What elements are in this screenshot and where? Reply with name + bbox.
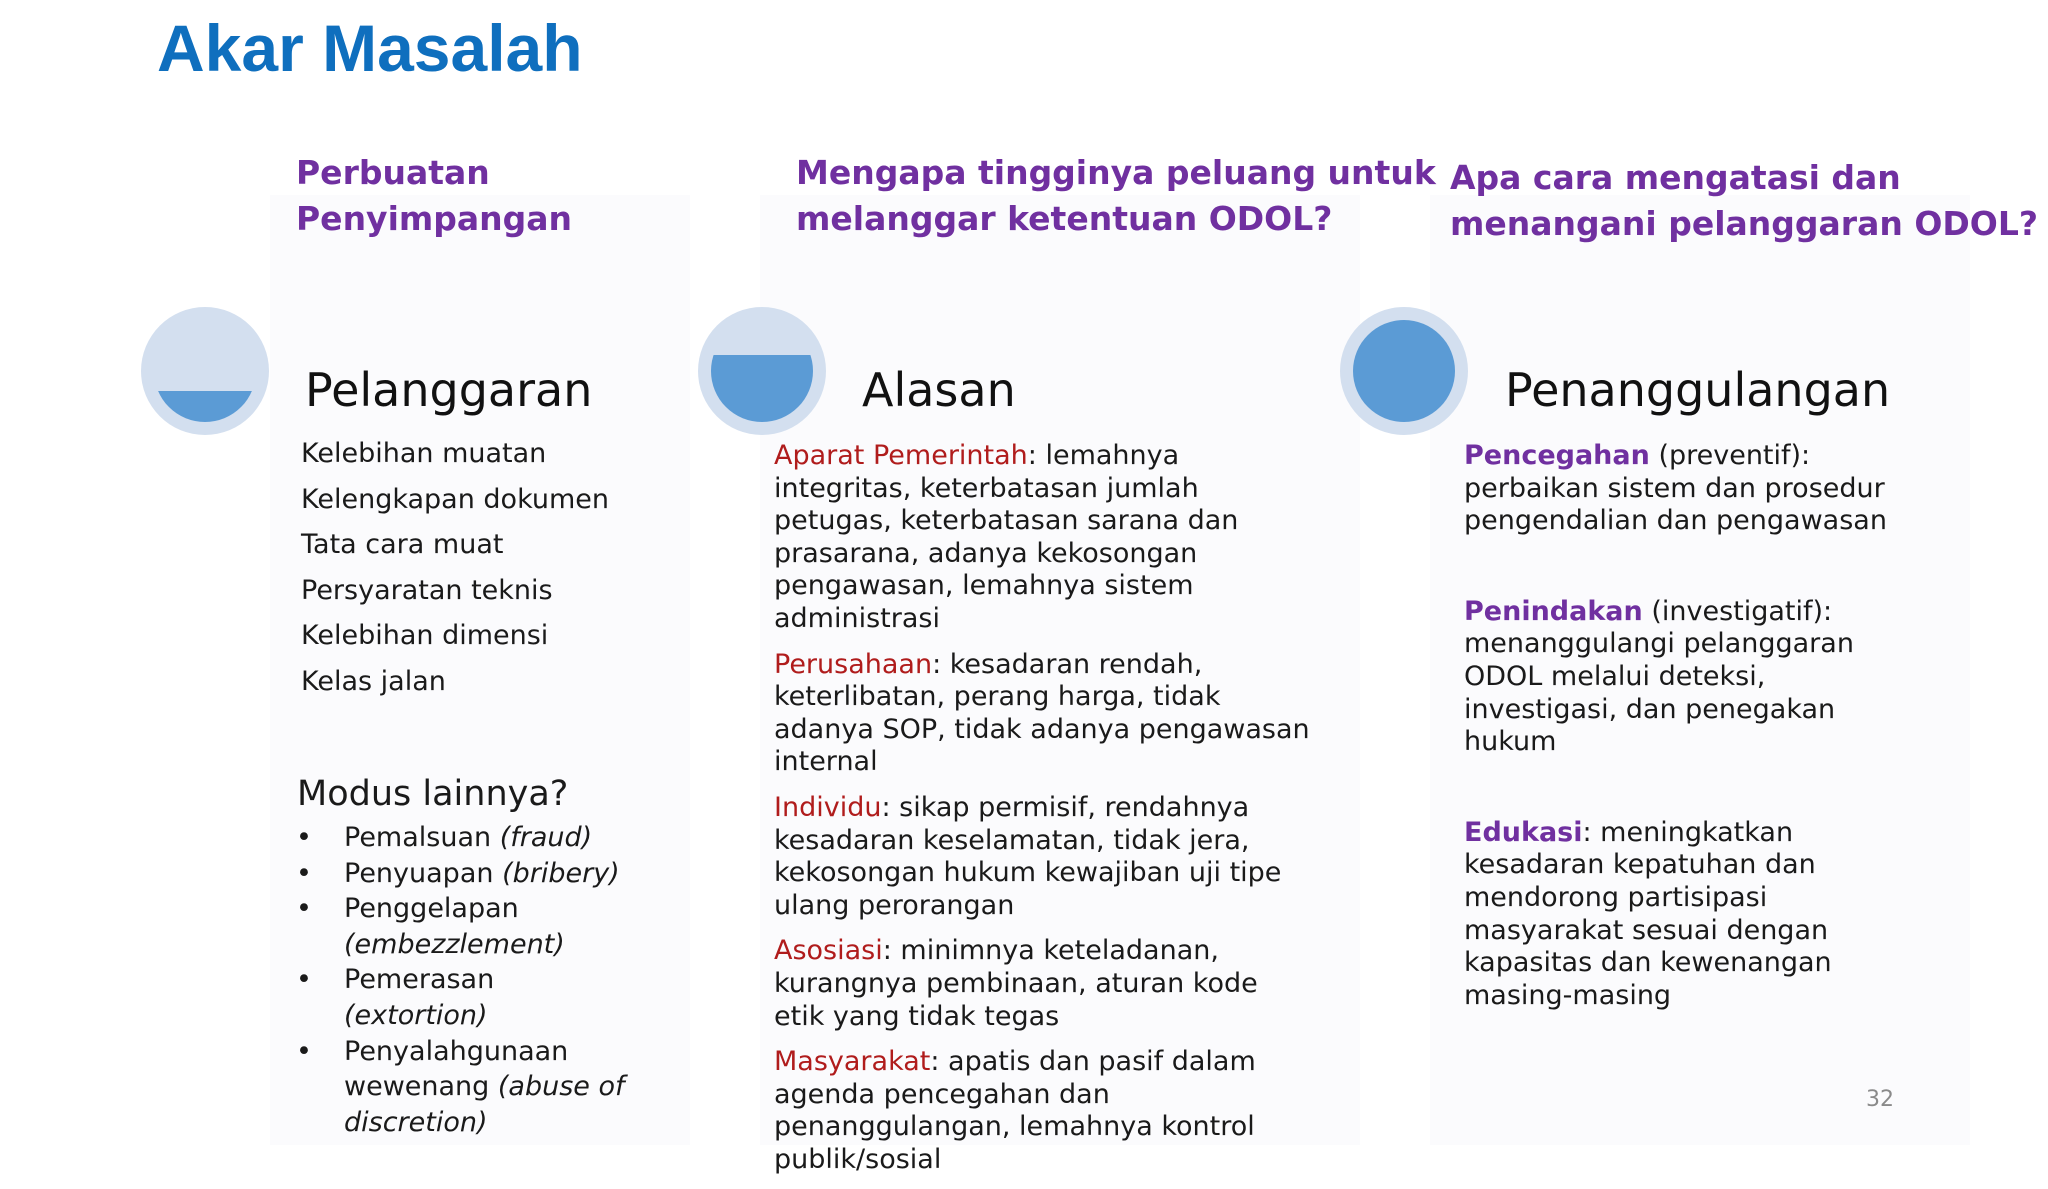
violation-list	[301, 438, 609, 712]
remedy-label: Pencegahan	[1464, 440, 1650, 471]
bullet-icon: •	[296, 822, 312, 853]
question-penyimpangan	[296, 150, 572, 242]
list-item: • Penyalahgunaan wewenang (abuse of discretion)	[296, 1035, 625, 1138]
reason-label: Perusahaan	[774, 648, 933, 680]
remedy-list	[1464, 440, 1924, 1070]
slide-title: Akar Masalah	[157, 11, 583, 85]
reason-item	[774, 1046, 1314, 1176]
reason-item	[774, 935, 1314, 1033]
list-item: • Penyuapan (bribery)	[296, 856, 626, 892]
reason-text: : kesadaran rendah, keterlibatan, perang harga, tidak adanya SOP, tidak adanya pengawasan internal	[774, 648, 1310, 778]
reason-label: Asosiasi	[774, 935, 883, 967]
bullet-icon: •	[296, 893, 312, 925]
circle-gauge-pelanggaran	[141, 307, 269, 435]
list-item: • Penggelapan (embezzlement)	[296, 893, 565, 960]
question-line: melanggar ketentuan ODOL?	[796, 199, 1333, 238]
gauge-fill	[711, 355, 813, 422]
reason-item	[774, 440, 1314, 636]
list-item: Kelengkapan dokumen	[301, 483, 610, 515]
reason-item	[774, 649, 1314, 779]
remedy-label: Penindakan	[1464, 595, 1643, 627]
gauge-fill	[154, 391, 256, 422]
question-penanggulangan	[1450, 155, 2038, 247]
reason-item	[774, 792, 1314, 922]
list-item: Tata cara muat	[301, 529, 504, 561]
remedy-item	[1464, 440, 1924, 538]
remedy-label: Edukasi	[1464, 816, 1583, 848]
remedy-item	[1464, 817, 1924, 1013]
question-alasan	[796, 150, 1436, 242]
reason-label: Aparat Pemerintah	[774, 440, 1028, 471]
circle-gauge-penanggulangan	[1340, 307, 1468, 435]
modus-list	[296, 820, 626, 1140]
bullet-icon: •	[296, 857, 312, 889]
reason-text: : lemahnya integritas, keterbatasan jumlah petugas, keterbatasan sarana dan prasarana, adanya kekosongan pengawasan, lemahnya sistem administrasi	[774, 440, 1239, 634]
remedy-text: (preventif): perbaikan sistem dan prosedur pengendalian dan pengawasan	[1464, 440, 1887, 537]
question-line: menangani pelanggaran ODOL?	[1450, 204, 2038, 243]
question-line: Penyimpangan	[296, 199, 573, 238]
heading-pelanggaran: Pelanggaran	[305, 363, 593, 417]
reason-text: : minimnya keteladanan, kurangnya pembinaan, aturan kode etik yang tidak tegas	[774, 935, 1258, 1032]
heading-alasan: Alasan	[862, 363, 1016, 417]
remedy-text: (investigatif): menanggulangi pelanggaran ODOL melalui deteksi, investigasi, dan penegakan hukum	[1464, 595, 1854, 758]
list-item: Kelas jalan	[301, 665, 446, 697]
reason-label: Individu	[774, 791, 882, 823]
heading-penanggulangan: Penanggulangan	[1505, 363, 1891, 417]
bullet-icon: •	[296, 1035, 312, 1067]
list-item: • Pemerasan (extortion)	[296, 964, 495, 1031]
list-item: • Pemalsuan (fraud)	[296, 820, 626, 856]
subheading-modus: Modus lainnya?	[297, 774, 569, 814]
reason-text: : sikap permisif, rendahnya kesadaran keselamatan, tidak jera, kekosongan hukum kewajiban uji tipe ulang perorangan	[774, 791, 1282, 921]
remedy-item	[1464, 596, 1924, 759]
reason-label: Masyarakat	[774, 1046, 931, 1078]
remedy-text: : meningkatkan kesadaran kepatuhan dan mendorong partisipasi masyarakat sesuai dengan kapasitas dan kewenangan masing-masing	[1464, 816, 1832, 1011]
gauge-fill	[1353, 320, 1455, 422]
list-item: Kelebihan muatan	[301, 438, 547, 469]
circle-gauge-alasan	[698, 307, 826, 435]
page-number: 32	[1866, 1087, 1894, 1112]
reason-text: : apatis dan pasif dalam agenda pencegahan dan penanggulangan, lemahnya kontrol publik/sosial	[774, 1046, 1256, 1175]
list-item: Persyaratan teknis	[301, 574, 553, 606]
bullet-icon: •	[296, 964, 312, 996]
reason-list	[774, 440, 1314, 1189]
question-line: Perbuatan	[296, 153, 490, 192]
question-line: Apa cara mengatasi dan	[1450, 158, 1901, 197]
question-line: Mengapa tingginya peluang untuk	[796, 153, 1436, 192]
list-item: Kelebihan dimensi	[301, 620, 549, 652]
